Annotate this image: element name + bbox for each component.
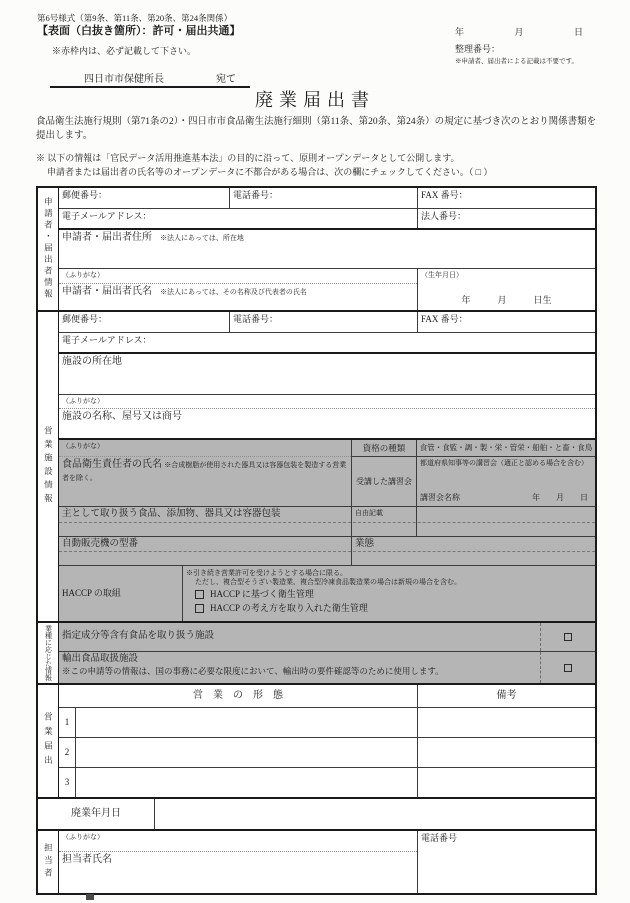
facility-location-label: 施設の所在地 xyxy=(62,356,122,367)
attended-course-label: 受講した講習会 xyxy=(351,456,416,506)
applicant-birth-label: （生年月日） xyxy=(421,271,463,279)
section-notification xyxy=(38,683,595,797)
applicant-postal-label: 郵便番号： xyxy=(62,190,108,200)
notification-row xyxy=(59,767,595,797)
section-contact-label: 担当者 xyxy=(38,831,59,893)
applicant-furigana-label: （ふりがな） xyxy=(59,269,417,284)
applicant-tel-label: 電話番号： xyxy=(229,188,417,208)
remarks-cell xyxy=(417,738,595,767)
designated-checkbox-cell xyxy=(540,623,595,651)
section-industry xyxy=(38,621,595,683)
reference-number-label: 整理番号： xyxy=(455,44,501,54)
opendata-note-line2[interactable]: 申請者または届出者の氏名等のオープンデータに不都合がある場合は、次の欄にチェックしてください。（ □ ） xyxy=(47,166,493,177)
applicant-fax-label: FAX 番号： xyxy=(417,188,595,208)
facility-furigana-label: （ふりがな） xyxy=(59,395,595,409)
haccp-checkbox-1[interactable] xyxy=(195,590,204,599)
applicant-corporate-no-label: 法人番号： xyxy=(417,209,595,228)
qualification-options: 食管・食監・調・製・栄・管栄・船舶・と畜・食鳥 xyxy=(416,440,595,456)
opendata-note-line1: ※ 以下の情報は「官民データ活用推進基本法」の目的に沿って、原則オープンデータとして公開します。 xyxy=(36,153,460,163)
haccp-label: HACCP の取組 xyxy=(62,587,121,598)
qualification-type-label: 資格の種類 xyxy=(351,440,416,456)
business-form-cell xyxy=(75,708,417,737)
section-industry-label: 業種に応じた情報 xyxy=(38,623,59,683)
business-type-label: 業態 xyxy=(351,537,595,565)
handled-items-label: 主として取り扱う食品、添加物、器具又は容器包装 xyxy=(62,509,281,519)
row-number: 2 xyxy=(64,746,70,757)
row-number: 3 xyxy=(64,776,70,787)
export-checkbox[interactable] xyxy=(564,664,572,672)
section-contact xyxy=(38,829,595,893)
export-facility-cell xyxy=(59,652,540,683)
applicant-address-label: 申請者・届出者住所 xyxy=(62,232,152,243)
section-applicant-label: 申請者・届出者情報 xyxy=(38,188,59,310)
applicant-birth-date-line: 年 月 日生 xyxy=(461,294,552,305)
form-number: 第6号様式（第9条、第11条、第20条、第24条関係） xyxy=(37,13,233,23)
surface-note: 【表面（白抜き箇所）：許可・届出共通】 xyxy=(37,25,241,37)
business-form-cell xyxy=(75,768,417,797)
facility-name-label: 施設の名称、屋号又は商号 xyxy=(62,411,182,422)
contact-tel-label: 電話番号 xyxy=(417,831,595,893)
addressee-line xyxy=(50,70,250,88)
closure-date-label: 廃業年月日 xyxy=(71,807,121,819)
notification-row xyxy=(59,707,595,737)
date-month-label: 月 xyxy=(514,27,524,37)
remarks-cell xyxy=(417,708,595,737)
notification-row xyxy=(59,737,595,767)
hygiene-manager-note: ※合成樹脂が使用された器具又は容器包装を製造する営業者を除く。 xyxy=(62,461,347,482)
vending-machine-label: 自動販売機の型番 xyxy=(62,539,139,549)
haccp-cell xyxy=(182,566,595,621)
section-facility-label: 営業施設情報 xyxy=(38,312,59,621)
facility-tel-label: 電話番号： xyxy=(229,312,417,332)
applicant-email-label: 電子メールアドレス： xyxy=(62,211,152,221)
export-facility-note: ※この申請等の情報は、国の事務に必要な限度において、輸出時の要件確認等のために使用します。 xyxy=(62,665,444,676)
applicant-address-note: ※法人にあっては、所在地 xyxy=(160,234,244,242)
opendata-note xyxy=(36,152,598,179)
facility-email-label: 電子メールアドレス： xyxy=(62,335,152,345)
facility-fax-label: FAX 番号： xyxy=(417,312,595,332)
free-entry-cell xyxy=(416,507,595,536)
business-form-header: 営 業 の 形 態 xyxy=(193,689,283,701)
row-number: 1 xyxy=(64,716,70,727)
free-entry-label: 自由記載 xyxy=(351,507,416,536)
contact-furigana-label: （ふりがな） xyxy=(59,831,417,852)
date-day-label: 日 xyxy=(573,27,583,37)
section-applicant xyxy=(38,188,595,310)
course-detail-cell xyxy=(416,456,595,506)
applicant-name-cell xyxy=(59,284,417,310)
red-frame-note: ※赤枠内は、必ず記載して下さい。 xyxy=(52,46,197,56)
closure-date-row xyxy=(38,797,595,829)
applicant-name-note: ※法人にあっては、その名称及び代表者の氏名 xyxy=(160,288,307,296)
applicant-birth-cell xyxy=(417,269,595,310)
course-name-label: 講習会名称 xyxy=(420,493,460,502)
course-desc: 都道府県知事等の講習会（適正と認める場合を含む） xyxy=(420,459,588,467)
intro-paragraph: 食品衛生法施行規則（第71条の2）・四日市市食品衛生法施行細則（第11条、第20条、第24条）の規定に基づき次のとおり関係書類を提出します。 xyxy=(36,117,597,141)
closure-date-cell xyxy=(154,799,595,829)
date-year-label: 年 xyxy=(455,27,465,37)
contact-name-label: 担当者氏名 xyxy=(62,854,112,865)
section-facility xyxy=(38,310,595,621)
designated-ingredient-label: 指定成分等含有食品を取り扱う施設 xyxy=(62,631,215,642)
addressee-suffix: 宛て xyxy=(216,73,236,85)
designated-checkbox[interactable] xyxy=(564,633,572,641)
export-checkbox-cell xyxy=(540,652,595,683)
course-date-line: 年 月 日 xyxy=(532,493,588,502)
remarks-header: 備考 xyxy=(417,685,595,707)
hygiene-furigana-label: （ふりがな） xyxy=(62,442,104,450)
applicant-address-cell xyxy=(59,230,595,268)
export-facility-label: 輸出食品取扱施設 xyxy=(62,654,139,664)
facility-postal-label: 郵便番号： xyxy=(62,314,108,324)
haccp-note1: ※引き続き営業許可を受けようとする場合に限る。 xyxy=(186,569,347,577)
haccp-option1: HACCP に基づく衛生管理 xyxy=(210,588,314,599)
applicant-name-label: 申請者・届出者氏名 xyxy=(62,286,152,297)
section-notification-label: 営業届出 xyxy=(38,685,59,797)
haccp-option2: HACCP の考え方を取り入れた衛生管理 xyxy=(210,602,368,613)
hygiene-manager-cell xyxy=(59,456,351,506)
page-title: 廃業届出書 xyxy=(255,90,375,110)
haccp-checkbox-2[interactable] xyxy=(195,604,204,613)
remarks-cell xyxy=(417,768,595,797)
form-table xyxy=(36,186,597,895)
reference-note: ※申請者、届出者による記載は不要です。 xyxy=(455,58,578,65)
addressee: 四日市市保健所長 xyxy=(84,73,164,85)
header-date-line xyxy=(455,27,583,38)
scan-artifact xyxy=(86,894,94,900)
business-form-cell xyxy=(75,738,417,767)
hygiene-manager-label: 食品衛生責任者の氏名 xyxy=(62,459,162,470)
haccp-note2: ただし、複合型そうざい製造業、複合型冷凍食品製造業の場合は新規の場合を含む。 xyxy=(195,577,461,586)
